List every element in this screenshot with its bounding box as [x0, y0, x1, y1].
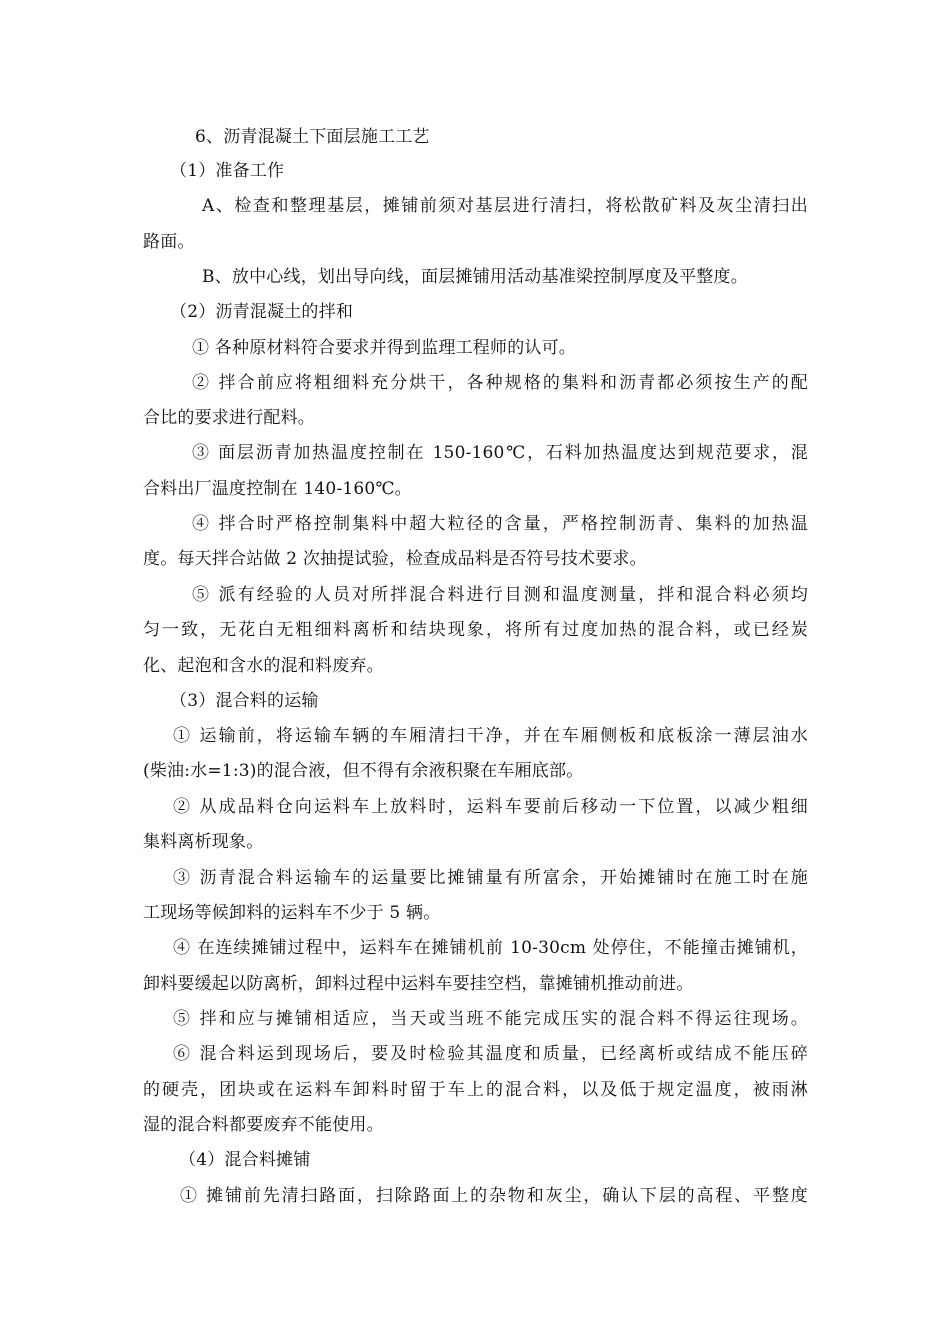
sub2-item-4-line2: 度。每天拌合站做 2 次抽提试验，检查成品料是否符号技术要求。	[143, 549, 647, 569]
section-title: 6、沥青混凝土下面层施工工艺	[195, 127, 430, 147]
sub1-item-a-line2: 路面。	[143, 232, 195, 252]
sub1-item-b: B、放中心线，划出导向线，面层摊铺用活动基准梁控制厚度及平整度。	[202, 267, 748, 287]
sub3-item-1-line2: (柴油:水=1:3)的混合液，但不得有余液积聚在车厢底部。	[143, 761, 584, 781]
sub4-item-1-line1: ① 摊铺前先清扫路面，扫除路面上的杂物和灰尘，确认下层的高程、平整度	[180, 1186, 808, 1206]
sub2-item-5-line2: 匀一致，无花白无粗细料离析和结块现象，将所有过度加热的混合料，或已经炭	[143, 620, 808, 640]
sub1-heading: （1）准备工作	[170, 161, 285, 181]
sub2-item-2-line2: 合比的要求进行配料。	[143, 408, 315, 428]
sub3-item-1-line1: ① 运输前，将运输车辆的车厢清扫干净，并在车厢侧板和底板涂一薄层油水	[173, 726, 808, 746]
sub3-item-5: ⑤ 拌和应与摊铺相适应，当天或当班不能完成压实的混合料不得运往现场。	[173, 1009, 808, 1029]
sub2-item-3-line1: ③ 面层沥青加热温度控制在 150-160℃，石料加热温度达到规范要求，混	[192, 443, 808, 463]
sub3-item-4-line2: 卸料要缓起以防离析，卸料过程中运料车要挂空档，靠摊铺机推动前进。	[143, 974, 694, 994]
sub3-item-6-line1: ⑥ 混合料运到现场后，要及时检验其温度和质量，已经离析或结成不能压碎	[173, 1044, 808, 1064]
sub2-item-5-line3: 化、起泡和含水的混和料废弃。	[143, 656, 384, 676]
sub2-item-3-line2: 合料出厂温度控制在 140-160℃。	[143, 479, 412, 499]
sub3-item-3-line2: 工现场等候卸料的运料车不少于 5 辆。	[143, 903, 441, 923]
sub4-heading: （4）混合料摊铺	[179, 1150, 311, 1170]
sub3-item-6-line3: 湿的混合料都要废弃不能使用。	[143, 1115, 384, 1135]
sub3-item-2-line1: ② 从成品料仓向运料车上放料时，运料车要前后移动一下位置，以减少粗细	[173, 797, 808, 817]
sub2-heading: （2）沥青混凝土的拌和	[170, 302, 354, 322]
sub3-item-6-line2: 的硬壳，团块或在运料车卸料时留于车上的混合料，以及低于规定温度，被雨淋	[143, 1080, 808, 1100]
sub2-item-4-line1: ④ 拌合时严格控制集料中超大粒径的含量，严格控制沥青、集料的加热温	[192, 514, 808, 534]
sub3-heading: （3）混合料的运输	[170, 691, 319, 711]
sub2-item-5-line1: ⑤ 派有经验的人员对所拌混合料进行目测和温度测量，拌和混合料必须均	[192, 585, 808, 605]
sub3-item-4-line1: ④ 在连续摊铺过程中，运料车在摊铺机前 10-30cm 处停住，不能撞击摊铺机，	[173, 938, 808, 958]
sub2-item-2-line1: ② 拌合前应将粗细料充分烘干，各种规格的集料和沥青都必须按生产的配	[192, 373, 808, 393]
sub2-item-1: ① 各种原材料符合要求并得到监理工程师的认可。	[192, 338, 577, 358]
sub3-item-2-line2: 集料离析现象。	[143, 832, 264, 852]
sub1-item-a-line1: A、检查和整理基层，摊铺前须对基层进行清扫，将松散矿料及灰尘清扫出	[202, 196, 808, 216]
sub3-item-3-line1: ③ 沥青混合料运输车的运量要比摊铺量有所富余，开始摊铺时在施工时在施	[173, 868, 808, 888]
